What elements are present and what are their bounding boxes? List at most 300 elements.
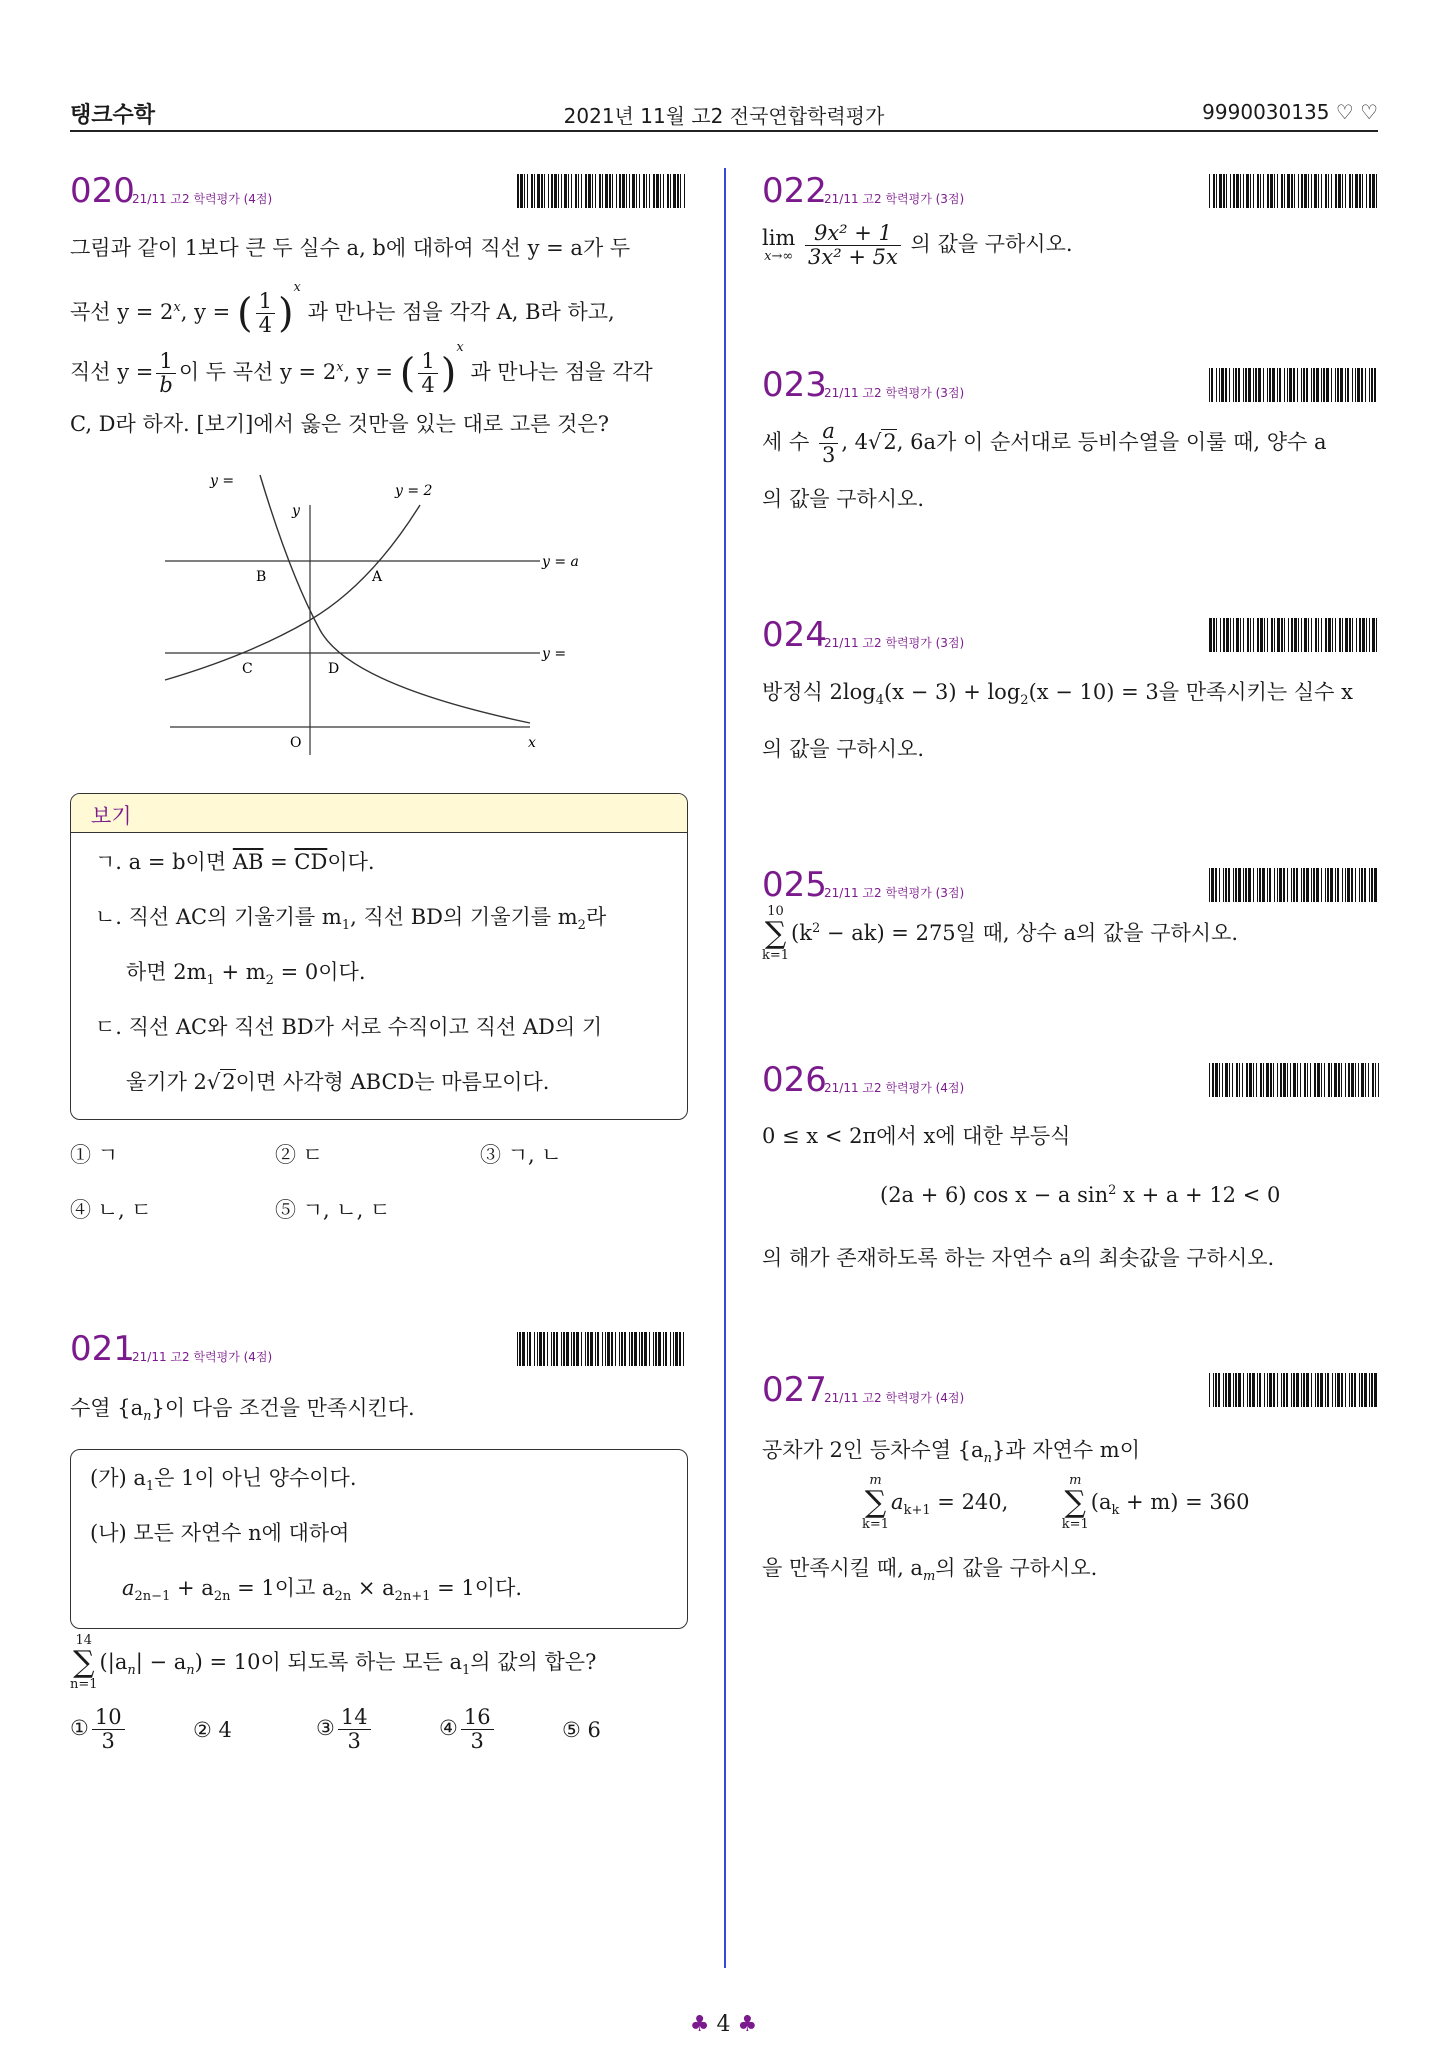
barcode-bar <box>1355 1063 1356 1097</box>
barcode-bar <box>1279 368 1281 402</box>
barcode-bar <box>563 1332 565 1366</box>
barcode-bar <box>1238 1373 1241 1407</box>
problem-tag: 21/11 고2 학력평가 (3점) <box>824 636 965 650</box>
choice-3[interactable]: ③ ㄱ, ㄴ <box>480 1143 562 1167</box>
problem-020-line-2: 곡선 $y = 2^x$, y = ( $\frac{1}{4}$ )$^x$ 과 만나는 점을 각각 A, B라 하고, <box>70 280 615 337</box>
barcode-bar <box>1270 174 1273 208</box>
problem-tag: 21/11 고2 학력평가 (4점) <box>824 1081 965 1095</box>
barcode-bar <box>1287 368 1288 402</box>
barcode-bar <box>605 174 608 208</box>
barcode-bar <box>599 174 601 208</box>
barcode-bar <box>1223 174 1225 208</box>
barcode-bar <box>1247 618 1249 652</box>
barcode-bar <box>1222 1063 1223 1097</box>
barcode-bar <box>1263 1063 1264 1097</box>
barcode-bar <box>1301 174 1303 208</box>
barcode-bar <box>1264 1373 1265 1407</box>
barcode-bar <box>1211 368 1213 402</box>
barcode-bar <box>588 174 591 208</box>
barcode-bar <box>684 174 685 208</box>
barcode-bar <box>1252 1373 1255 1407</box>
barcode-icon <box>1209 868 1379 902</box>
barcode-bar <box>1259 1373 1261 1407</box>
barcode-bar <box>1230 174 1231 208</box>
barcode-bar <box>1238 368 1240 402</box>
choice-2[interactable]: ② ㄷ <box>275 1143 323 1167</box>
exam-title: 2021년 11월 고2 전국연합학력평가 <box>563 104 885 128</box>
barcode-bar <box>1325 618 1327 652</box>
barcode-bar <box>1366 174 1367 208</box>
barcode-bar <box>1281 174 1283 208</box>
label-right-curve: y = 2 <box>395 483 433 499</box>
barcode-bar <box>602 174 603 208</box>
barcode-bar <box>1230 618 1231 652</box>
barcode-bar <box>1301 368 1302 402</box>
barcode-bar <box>1215 868 1217 902</box>
barcode-bar <box>1313 868 1315 902</box>
label-line-b: y = <box>542 646 567 662</box>
curve-2-pow-x <box>165 505 420 680</box>
barcode-bar <box>1294 174 1295 208</box>
barcode-bar <box>673 174 676 208</box>
barcode-bar <box>1304 174 1307 208</box>
barcode-bar <box>1369 868 1370 902</box>
barcode-icon <box>517 1332 687 1366</box>
brand-name: 탱크수학 <box>70 103 156 128</box>
problem-tag: 21/11 고2 학력평가 (3점) <box>824 192 965 206</box>
problem-tag: 21/11 고2 학력평가 (4점) <box>132 192 273 206</box>
barcode-bar <box>566 1332 569 1366</box>
barcode-bar <box>587 1332 589 1366</box>
barcode-bar <box>595 174 596 208</box>
barcode-bar <box>1352 174 1353 208</box>
barcode-bar <box>607 1332 610 1366</box>
barcode-bar <box>1249 1063 1252 1097</box>
bogi-title-bar <box>71 794 687 833</box>
barcode-bar <box>1332 618 1333 652</box>
choice-5[interactable]: ⑤ 6 <box>562 1718 601 1742</box>
barcode-bar <box>1243 368 1244 402</box>
barcode-bar <box>1324 1063 1325 1097</box>
barcode-bar <box>1250 174 1251 208</box>
barcode-bar <box>527 174 528 208</box>
barcode-bar <box>517 174 519 208</box>
barcode-bar <box>1335 1373 1336 1407</box>
point-b-label: B <box>256 569 267 585</box>
barcode-bar <box>626 174 627 208</box>
barcode-icon <box>1209 368 1379 402</box>
barcode-bar <box>1318 618 1319 652</box>
barcode-bar <box>1245 368 1247 402</box>
barcode-bar <box>1297 368 1298 402</box>
bogi-statement-2b: 하면 $2m_1 + m_2 = 0$이다. <box>126 960 366 989</box>
barcode-bar <box>1303 868 1305 902</box>
barcode-bar <box>1352 618 1353 652</box>
barcode-bar <box>1315 618 1317 652</box>
barcode-bar <box>571 1332 572 1366</box>
barcode-bar <box>1372 618 1375 652</box>
barcode-bar <box>1314 1063 1316 1097</box>
barcode-icon <box>1209 1373 1379 1407</box>
barcode-bar <box>1291 868 1292 902</box>
barcode-bar <box>656 174 659 208</box>
barcode-bar <box>660 174 661 208</box>
problem-tag: 21/11 고2 학력평가 (3점) <box>824 886 965 900</box>
barcode-bar <box>534 1332 535 1366</box>
barcode-bar <box>1335 618 1336 652</box>
barcode-bar <box>1223 1373 1224 1407</box>
barcode-bar <box>1273 1373 1275 1407</box>
barcode-bar <box>1334 1063 1337 1097</box>
barcode-bar <box>1274 618 1275 652</box>
barcode-bar <box>1359 618 1361 652</box>
barcode-bar <box>602 1332 603 1366</box>
barcode-bar <box>1260 174 1261 208</box>
problem-number: 024 <box>762 615 827 655</box>
barcode-bar <box>1240 174 1241 208</box>
barcode-bar <box>1358 1063 1359 1097</box>
barcode-bar <box>629 1332 630 1366</box>
barcode-bar <box>1372 1063 1374 1097</box>
barcode-bar <box>1356 618 1357 652</box>
barcode-bar <box>1306 868 1309 902</box>
barcode-bar <box>1331 174 1332 208</box>
barcode-bar <box>564 174 567 208</box>
problem-024-line-2: 의 값을 구하시오. <box>762 737 925 761</box>
barcode-bar <box>663 1332 664 1366</box>
barcode-bar <box>1345 868 1346 902</box>
barcode-bar <box>544 174 545 208</box>
barcode-bar <box>1272 368 1275 402</box>
barcode-bar <box>1284 368 1285 402</box>
barcode-bar <box>1216 368 1217 402</box>
barcode-bar <box>1323 368 1325 402</box>
problem-number: 021 <box>70 1329 135 1369</box>
barcode-bar <box>1376 618 1377 652</box>
problem-020-line-3: 직선 y = $\frac{1}{b}$ 이 두 곡선 $y = 2^x$, y = ( $\frac{1}{4}$ )$^x$ 과 만나는 점을 각각 <box>70 340 653 397</box>
barcode-bar <box>1269 1373 1272 1407</box>
barcode-bar <box>1369 368 1370 402</box>
barcode-bar <box>1235 368 1237 402</box>
barcode-bar <box>1297 1063 1298 1097</box>
barcode-bar <box>1349 1373 1350 1407</box>
barcode-bar <box>1352 368 1353 402</box>
problem-023-line-1: 세 수 $\frac{a}{3}$ , 4√2, 6a가 이 순서대로 등비수열을 이룰 때, 양수 a <box>762 419 1327 468</box>
barcode-bar <box>1338 1063 1340 1097</box>
problem-027-line-3: 을 만족시킬 때, $a_m$의 값을 구하시오. <box>762 1556 1098 1585</box>
barcode-bar <box>1293 1063 1296 1097</box>
barcode-bar <box>585 174 587 208</box>
barcode-bar <box>1345 618 1348 652</box>
barcode-bar <box>581 174 582 208</box>
barcode-bar <box>1235 868 1237 902</box>
barcode-bar <box>1246 174 1249 208</box>
bogi-statement-3a: ㄷ. 직선 AC와 직선 BD가 서로 수직이고 직선 AD의 기 <box>95 1015 603 1039</box>
condition-c: $a_{2n-1} + a_{2n} = 1$이고 $a_{2n} \times a_{2n+1} = 1$이다. <box>122 1576 523 1605</box>
barcode-bar <box>541 174 543 208</box>
barcode-bar <box>1337 1373 1340 1407</box>
barcode-bar <box>1288 618 1289 652</box>
barcode-bar <box>1215 1063 1218 1097</box>
problem-024-line-1: 방정식 $2\log_4(x - 3) + \log_2(x - 10) = 3$을 만족시키는 실수 x <box>762 680 1353 709</box>
barcode-icon <box>1209 618 1379 652</box>
barcode-bar <box>1253 618 1254 652</box>
barcode-bar <box>522 1332 525 1366</box>
barcode-bar <box>677 174 679 208</box>
barcode-bar <box>1216 174 1217 208</box>
barcode-bar <box>629 174 630 208</box>
barcode-bar <box>612 174 613 208</box>
barcode-bar <box>1345 368 1346 402</box>
barcode-bar <box>1273 1063 1274 1097</box>
barcode-bar <box>537 174 540 208</box>
barcode-bar <box>1253 174 1254 208</box>
barcode-bar <box>1243 174 1244 208</box>
barcode-bar <box>558 174 559 208</box>
barcode-bar <box>1233 1373 1234 1407</box>
barcode-bar <box>611 1332 613 1366</box>
barcode-bar <box>1325 868 1326 902</box>
barcode-bar <box>1307 1063 1308 1097</box>
barcode-bar <box>1335 368 1336 402</box>
barcode-bar <box>1253 868 1254 902</box>
barcode-bar <box>1340 368 1343 402</box>
barcode-bar <box>1331 368 1332 402</box>
barcode-bar <box>1221 368 1224 402</box>
barcode-bar <box>1303 368 1305 402</box>
barcode-bar <box>1374 868 1377 902</box>
barcode-bar <box>1267 1373 1268 1407</box>
barcode-bar <box>592 174 593 208</box>
choice-1[interactable]: ① ㄱ <box>70 1143 118 1167</box>
barcode-bar <box>537 1332 538 1366</box>
barcode-bar <box>1298 618 1299 652</box>
barcode-bar <box>1359 868 1360 902</box>
barcode-bar <box>1331 1063 1332 1097</box>
barcode-bar <box>641 1332 643 1366</box>
problem-020-line-1: 그림과 같이 1보다 큰 두 실수 a, b에 대하여 직선 y = a가 두 <box>70 236 631 260</box>
barcode-bar <box>1248 868 1251 902</box>
problem-tag: 21/11 고2 학력평가 (4점) <box>824 1391 965 1405</box>
problem-023-line-2: 의 값을 구하시오. <box>762 487 925 511</box>
barcode-bar <box>1359 174 1361 208</box>
problem-number: 020 <box>70 171 135 211</box>
barcode-bar <box>1253 368 1254 402</box>
barcode-bar <box>1347 368 1349 402</box>
barcode-bar <box>1287 174 1290 208</box>
barcode-bar <box>1225 368 1227 402</box>
barcode-bar <box>553 1332 555 1366</box>
barcode-bar <box>634 1332 637 1366</box>
barcode-bar <box>1257 174 1259 208</box>
barcode-bar <box>653 174 655 208</box>
barcode-bar <box>632 174 635 208</box>
barcode-bar <box>524 174 525 208</box>
barcode-bar <box>1290 1063 1291 1097</box>
barcode-bar <box>1277 618 1280 652</box>
barcode-bar <box>1361 1373 1363 1407</box>
barcode-bar <box>1213 174 1215 208</box>
barcode-bar <box>1371 368 1373 402</box>
barcode-bar <box>1242 1063 1243 1097</box>
barcode-bar <box>1281 618 1283 652</box>
barcode-bar <box>1260 1063 1262 1097</box>
label-line-a: y = a <box>542 554 579 570</box>
page-footer <box>0 2012 1447 2037</box>
problem-025-body: 10 ∑ k=1 $(k^2 - ak) = 275$일 때, 상수 a의 값을 구하시오. <box>762 904 1239 964</box>
barcode-bar <box>1287 1063 1288 1097</box>
bogi-statement-1: ㄱ. a = b이면 $\overline{AB} = \overline{CD}$이다. <box>95 850 375 874</box>
barcode-icon <box>1209 174 1379 208</box>
barcode-bar <box>1264 618 1265 652</box>
barcode-bar <box>576 1332 579 1366</box>
barcode-bar <box>1303 1373 1305 1407</box>
barcode-bar <box>1296 868 1298 902</box>
barcode-bar <box>1223 868 1224 902</box>
barcode-bar <box>1213 618 1215 652</box>
barcode-bar <box>1300 1063 1301 1097</box>
barcode-bar <box>1325 174 1327 208</box>
barcode-bar <box>1354 1373 1356 1407</box>
barcode-bar <box>1321 368 1322 402</box>
barcode-bar <box>673 1332 674 1366</box>
barcode-bar <box>1369 1373 1370 1407</box>
barcode-bar <box>1280 1063 1282 1097</box>
barcode-bar <box>1283 1373 1285 1407</box>
barcode-bar <box>643 174 645 208</box>
barcode-bar <box>1348 1063 1350 1097</box>
barcode-bar <box>581 1332 582 1366</box>
barcode-bar <box>1239 1063 1240 1097</box>
barcode-bar <box>1371 1373 1373 1407</box>
choice-5[interactable]: ⑤ ㄱ, ㄴ, ㄷ <box>275 1198 391 1222</box>
barcode-bar <box>1366 618 1367 652</box>
problem-027-line-1: 공차가 2인 등차수열 $\{a_n\}$과 자연수 m이 <box>762 1438 1140 1467</box>
barcode-bar <box>658 1332 661 1366</box>
condition-a: (가) $a_1$은 1이 아닌 양수이다. <box>90 1466 357 1495</box>
barcode-bar <box>1311 1373 1312 1407</box>
barcode-bar <box>1339 618 1341 652</box>
club-icon: ♣ <box>737 2012 758 2037</box>
problem-020-line-4: C, D라 하자. [보기]에서 옳은 것만을 있는 대로 고른 것은? <box>70 412 609 436</box>
barcode-bar <box>680 174 681 208</box>
barcode-bar <box>1327 868 1329 902</box>
barcode-bar <box>639 174 640 208</box>
barcode-bar <box>1215 1373 1217 1407</box>
barcode-bar <box>639 1332 640 1366</box>
problem-number: 026 <box>762 1060 827 1100</box>
barcode-bar <box>1335 868 1336 902</box>
barcode-bar <box>1293 1373 1295 1407</box>
barcode-bar <box>1263 174 1264 208</box>
barcode-bar <box>1256 1063 1257 1097</box>
barcode-bar <box>1263 368 1264 402</box>
barcode-bar <box>1226 174 1227 208</box>
barcode-bar <box>1289 368 1292 402</box>
barcode-bar <box>520 174 523 208</box>
barcode-bar <box>1304 1063 1306 1097</box>
barcode-bar <box>1259 868 1261 902</box>
barcode-bar <box>1211 868 1214 902</box>
barcode-bar <box>1321 868 1322 902</box>
barcode-bar <box>1233 618 1234 652</box>
barcode-bar <box>1364 868 1366 902</box>
choice-2[interactable]: ② 4 <box>193 1718 232 1742</box>
barcode-bar <box>1236 618 1239 652</box>
barcode-bar <box>1357 368 1360 402</box>
barcode-bar <box>1219 368 1220 402</box>
barcode-bar <box>519 1332 521 1366</box>
point-c-label: C <box>242 661 253 677</box>
barcode-bar <box>573 1332 575 1366</box>
barcode-bar <box>551 174 553 208</box>
barcode-bar <box>1375 1063 1376 1097</box>
barcode-bar <box>597 1332 599 1366</box>
barcode-bar <box>543 1332 545 1366</box>
barcode-bar <box>619 174 621 208</box>
barcode-bar <box>1325 1373 1326 1407</box>
barcode-bar <box>1235 1373 1237 1407</box>
barcode-bar <box>1216 618 1217 652</box>
barcode-bar <box>1311 368 1312 402</box>
barcode-bar <box>1270 1063 1272 1097</box>
choice-1[interactable]: ① $\frac{10}{3}$ <box>70 1706 128 1753</box>
problem-022-body: lim x→∞ $\frac{\text{9x² + 1}}{\text{3x² + 5x}}$ 의 값을 구하시오. <box>762 221 1073 270</box>
choice-3[interactable]: ③ $\frac{14}{3}$ <box>316 1706 374 1753</box>
barcode-bar <box>1328 174 1329 208</box>
barcode-bar <box>1326 368 1329 402</box>
problem-027-sums: m ∑ k=1 $a_{k+1} = 240$, m ∑ k=1 $(a_k + m) = 360$ <box>862 1473 1250 1533</box>
barcode-bar <box>1362 618 1365 652</box>
barcode-bar <box>655 1332 657 1366</box>
barcode-bar <box>1301 618 1302 652</box>
choice-4[interactable]: ④ $\frac{16}{3}$ <box>439 1706 497 1753</box>
barcode-bar <box>1342 174 1343 208</box>
barcode-bar <box>1277 1373 1278 1407</box>
barcode-bar <box>1335 174 1337 208</box>
barcode-bar <box>1219 1063 1220 1097</box>
barcode-bar <box>1229 1063 1230 1097</box>
barcode-bar <box>1371 868 1373 902</box>
bogi-title: 보기 <box>91 804 132 828</box>
barcode-bar <box>1306 1373 1309 1407</box>
barcode-bar <box>683 1332 684 1366</box>
barcode-bar <box>1349 174 1351 208</box>
barcode-bar <box>590 1332 593 1366</box>
barcode-bar <box>1223 618 1225 652</box>
barcode-bar <box>646 174 647 208</box>
barcode-bar <box>1269 368 1271 402</box>
condition-b: (나) 모든 자연수 n에 대하여 <box>90 1521 350 1545</box>
barcode-bar <box>556 1332 558 1366</box>
barcode-bar <box>578 174 579 208</box>
barcode-bar <box>1341 1373 1343 1407</box>
barcode-bar <box>1226 618 1229 652</box>
bogi-statement-2a: ㄴ. 직선 AC의 기울기를 $m_1$, 직선 BD의 기울기를 $m_2$라 <box>95 905 607 934</box>
barcode-bar <box>1349 618 1351 652</box>
barcode-bar <box>670 174 671 208</box>
barcode-bar <box>1362 174 1363 208</box>
choice-4[interactable]: ④ ㄴ, ㄷ <box>70 1198 152 1222</box>
barcode-bar <box>585 1332 586 1366</box>
barcode-bar <box>1246 1063 1248 1097</box>
barcode-bar <box>548 174 549 208</box>
barcode-bar <box>1378 1063 1379 1097</box>
barcode-bar <box>622 174 625 208</box>
barcode-bar <box>1266 1063 1269 1097</box>
barcode-bar <box>1355 868 1356 902</box>
barcode-bar <box>1255 368 1257 402</box>
